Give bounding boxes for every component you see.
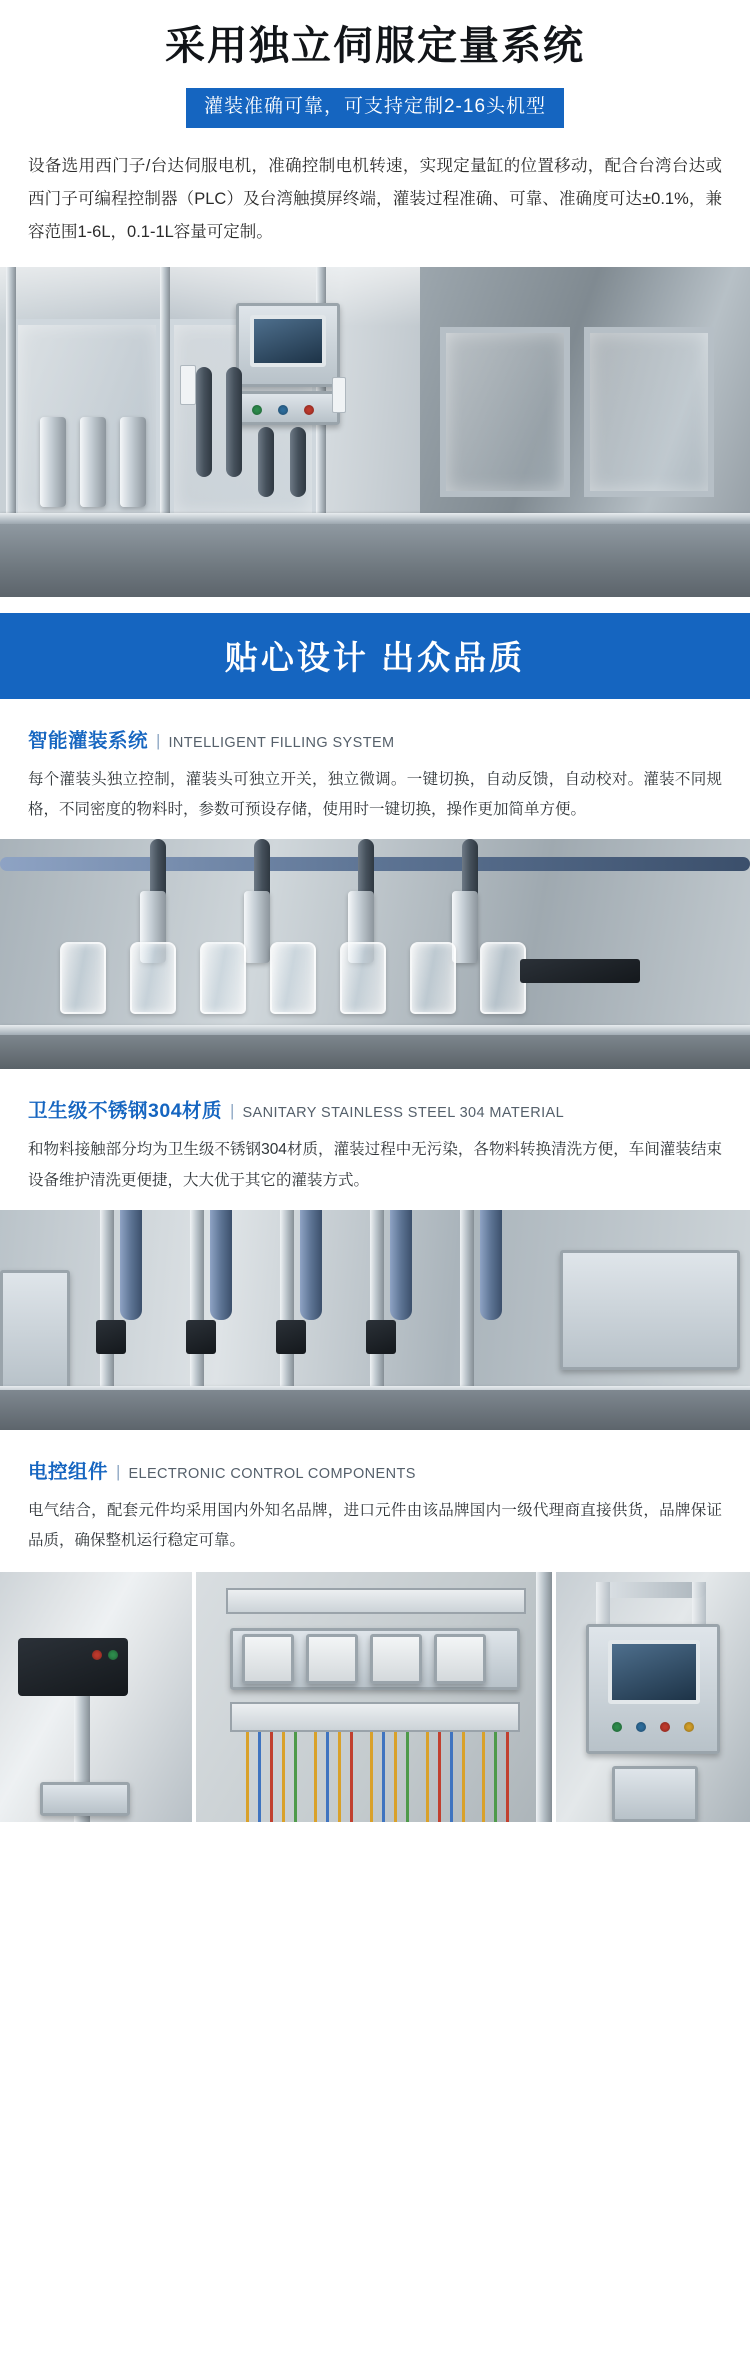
- intro-paragraph: 设备选用西门子/台达伺服电机，准确控制电机转速，实现定量缸的位置移动，配合台湾台达或西门子可编程控制器（PLC）及台湾触摸屏终端，灌装过程准确、可靠、准确度可达±0.1%，兼容范围1-6L，0.1-1L容量可定制。: [28, 156, 722, 241]
- touchscreen-display: [250, 315, 326, 367]
- image-row-electronic-components: [0, 1572, 750, 1822]
- feature-title-en: SANITARY STAINLESS STEEL 304 MATERIAL: [242, 1105, 565, 1122]
- bottle: [200, 942, 246, 1014]
- wire: [394, 1732, 397, 1822]
- valve-block: [186, 1320, 216, 1354]
- feature-title-cn: 智能灌装系统: [28, 729, 149, 752]
- bottle: [130, 942, 176, 1014]
- feed-hose: [290, 427, 306, 497]
- filling-nozzle: [40, 417, 66, 507]
- bottle: [340, 942, 386, 1014]
- bottle: [60, 942, 106, 1014]
- hero-section: [0, 0, 750, 128]
- valve-block: [366, 1320, 396, 1354]
- steel-column: [280, 1210, 294, 1390]
- wire: [282, 1732, 285, 1822]
- support-arm-vertical: [692, 1582, 706, 1626]
- feed-pipe: [300, 1210, 322, 1320]
- panel-stand: [612, 1766, 698, 1822]
- feature-title-cn: 电控组件: [28, 1460, 109, 1483]
- filling-nozzle: [80, 417, 106, 507]
- bottle: [270, 942, 316, 1014]
- support-arm: [596, 1582, 706, 1598]
- valve-block: [96, 1320, 126, 1354]
- feature-divider: |: [230, 1101, 235, 1121]
- wire: [294, 1732, 297, 1822]
- indicator-red-icon: [304, 405, 314, 415]
- indicator-blue-icon: [278, 405, 288, 415]
- feed-pipe: [480, 1210, 502, 1320]
- wire: [462, 1732, 465, 1822]
- machine-window: [440, 327, 570, 497]
- feed-pipe: [390, 1210, 412, 1320]
- machine-bracket: [520, 959, 640, 983]
- feature-body: 和物料接触部分均为卫生级不锈钢304材质，灌装过程中无污染，各物料转换清洗方便，车间灌装结束设备维护清洗更便捷，大大优于其它的灌装方式。: [28, 1141, 722, 1189]
- wire: [370, 1732, 373, 1822]
- wire: [406, 1732, 409, 1822]
- support-arm-vertical: [596, 1582, 610, 1626]
- machine-side-panel: [0, 1270, 70, 1390]
- machine-side-panel: [560, 1250, 740, 1370]
- touchscreen-display: [608, 1640, 700, 1704]
- valve-block: [276, 1320, 306, 1354]
- sensor-tag: [180, 365, 196, 405]
- wire: [270, 1732, 273, 1822]
- indicator-green-icon: [252, 405, 262, 415]
- page-title: 采用独立伺服定量系统: [165, 24, 585, 68]
- filling-nozzle: [120, 417, 146, 507]
- photo-floor: [0, 1035, 750, 1070]
- section-banner: [0, 613, 750, 699]
- hero-subtitle-wrap: [0, 88, 750, 128]
- section-banner-text: 贴心设计 出众品质: [224, 639, 526, 677]
- image-electrical-cabinet-wiring: [196, 1572, 552, 1822]
- feed-hose: [258, 427, 274, 497]
- feature-intelligent-filling: [28, 725, 722, 825]
- wire: [326, 1732, 329, 1822]
- image-operator-control-panel: [556, 1572, 750, 1822]
- feature-title-cn: 卫生级不锈钢304材质: [28, 1100, 223, 1123]
- wire: [426, 1732, 429, 1822]
- sensor-body: [18, 1638, 128, 1696]
- hero-subtitle-badge: 灌装准确可靠，可支持定制2-16头机型: [186, 88, 564, 128]
- cabinet-edge: [536, 1572, 552, 1822]
- feed-pipe: [120, 1210, 142, 1320]
- steel-column: [100, 1210, 114, 1390]
- terminal-strip: [230, 1702, 520, 1732]
- wire: [246, 1732, 249, 1822]
- wire: [450, 1732, 453, 1822]
- feature-body: 电气结合，配套元件均采用国内外知名品牌，进口元件由该品牌国内一级代理商直接供货，品牌保证品质，确保整机运行稳定可靠。: [28, 1501, 722, 1549]
- feature-heading: [28, 1095, 722, 1123]
- steel-column: [190, 1210, 204, 1390]
- image-filling-nozzles-closeup: [0, 839, 750, 1069]
- photo-floor-front: [0, 524, 750, 597]
- feed-hose: [226, 367, 242, 477]
- bottle: [410, 942, 456, 1014]
- wire: [258, 1732, 261, 1822]
- wire: [338, 1732, 341, 1822]
- sensor-tag: [332, 377, 346, 413]
- photo-floor: [0, 1390, 750, 1430]
- feature-heading: [28, 725, 722, 753]
- feed-hose: [196, 367, 212, 477]
- feature-heading: [28, 1456, 722, 1484]
- feature-body: 每个灌装头独立控制，灌装头可独立开关，独立微调。一键切换，自动反馈，自动校对。灌装不同规格，不同密度的物料时，参数可预设存储，使用时一键切换，操作更加简单方便。: [28, 770, 722, 819]
- wire: [350, 1732, 353, 1822]
- mounting-base: [40, 1782, 130, 1816]
- wire: [314, 1732, 317, 1822]
- contactor: [434, 1634, 486, 1684]
- terminal-strip: [226, 1588, 526, 1614]
- feature-title-en: ELECTRONIC CONTROL COMPONENTS: [128, 1465, 416, 1482]
- contactor: [370, 1634, 422, 1684]
- feature-divider: |: [116, 1461, 121, 1481]
- feature-divider: |: [156, 730, 161, 750]
- overhead-pipe: [0, 857, 750, 871]
- image-filling-machine-overview: [0, 267, 750, 597]
- filling-nozzle: [244, 891, 270, 963]
- feature-electronic-control: [28, 1456, 722, 1556]
- feature-title-en: INTELLIGENT FILLING SYSTEM: [168, 734, 395, 751]
- machine-window: [584, 327, 714, 497]
- wire: [382, 1732, 385, 1822]
- wire: [438, 1732, 441, 1822]
- steel-column: [370, 1210, 384, 1390]
- image-control-sensor-closeup: [0, 1572, 192, 1822]
- contactor: [242, 1634, 294, 1684]
- feed-pipe: [210, 1210, 232, 1320]
- wire: [482, 1732, 485, 1822]
- wire: [494, 1732, 497, 1822]
- contactor: [306, 1634, 358, 1684]
- feature-stainless-steel: [28, 1095, 722, 1195]
- image-stainless-steel-parts: [0, 1210, 750, 1430]
- steel-column: [460, 1210, 474, 1390]
- wire: [506, 1732, 509, 1822]
